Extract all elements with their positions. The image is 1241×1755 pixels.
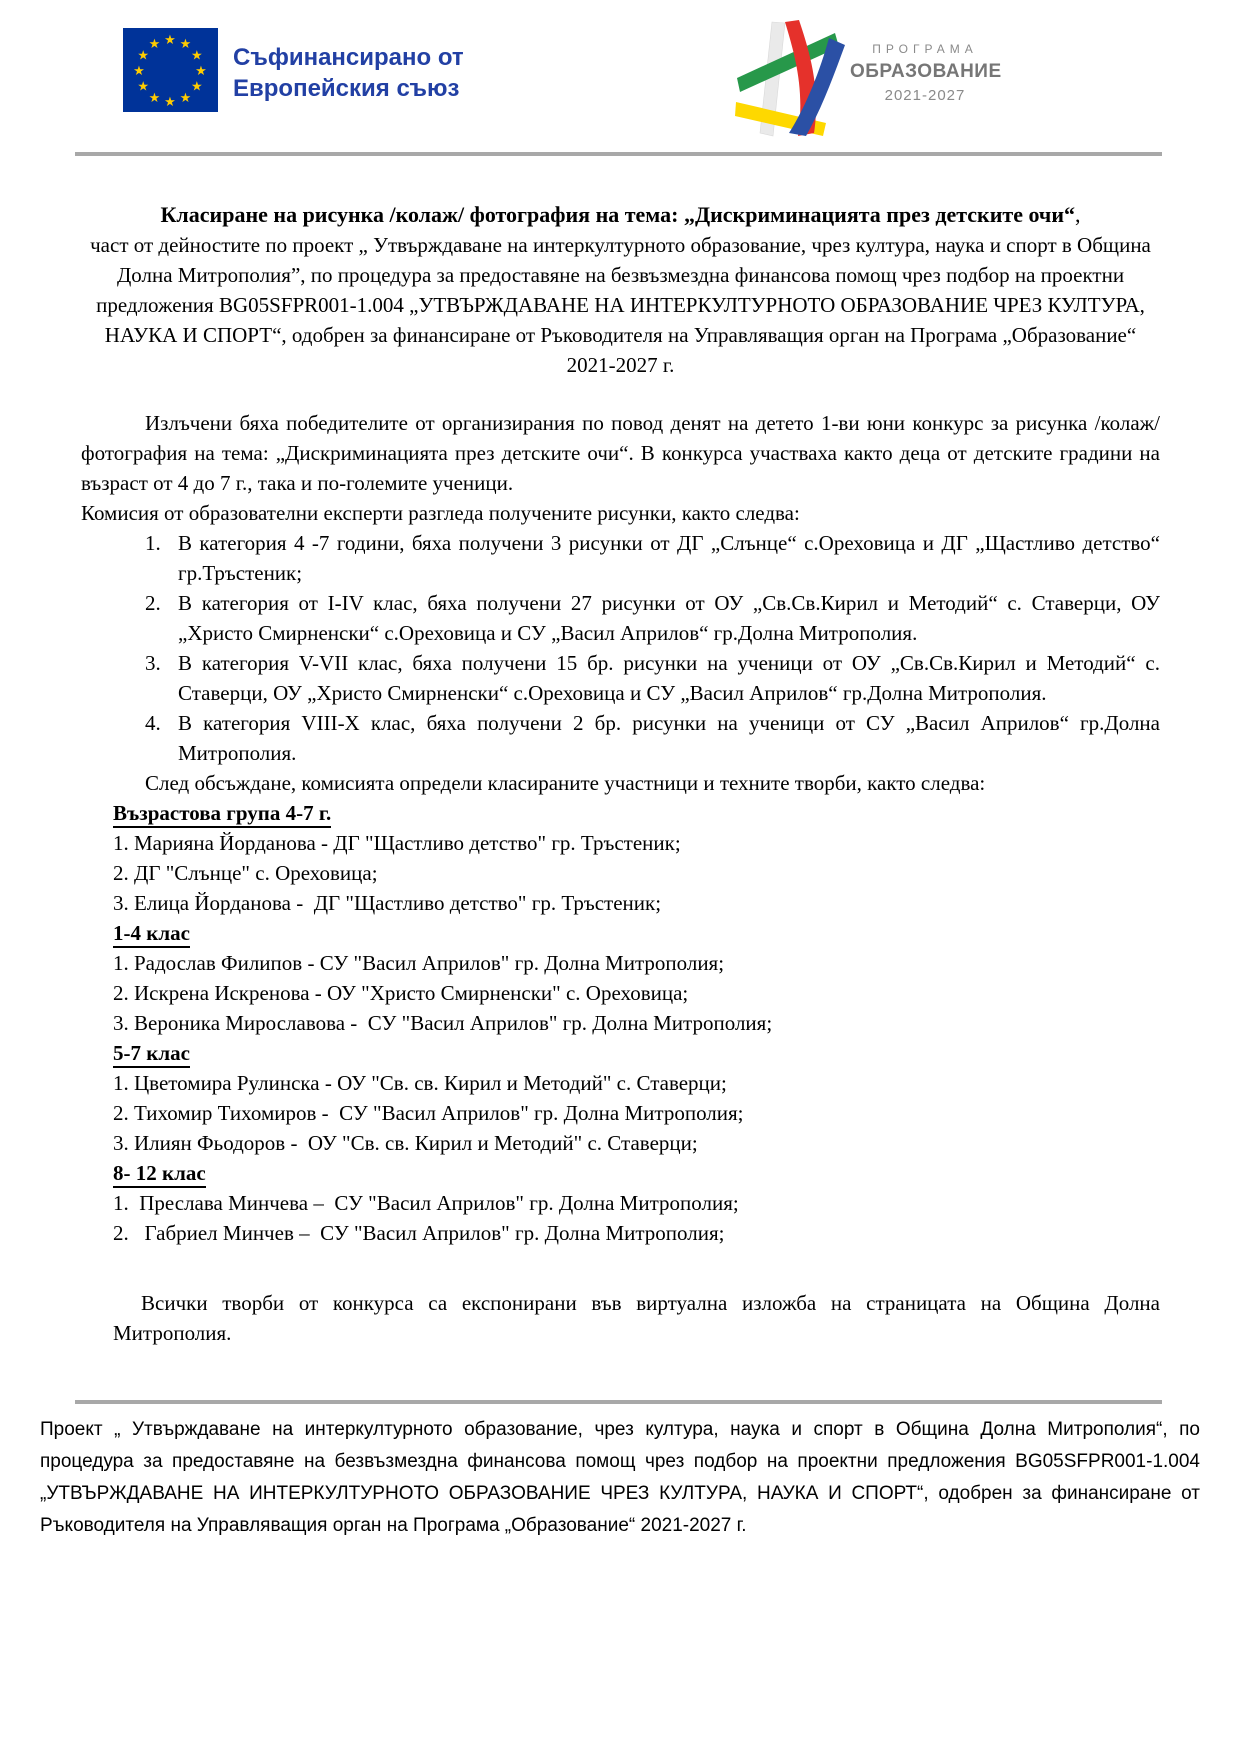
ranking-item: 1. Цветомира Рулинска - ОУ "Св. св. Кирил и Методий" с. Ставерци; [113, 1071, 727, 1095]
list-item-number: 3. [145, 651, 161, 675]
list-item-text: В категория VIII-X клас, бяха получени 2 бр. рисунки на ученици от СУ „Васил Априлов“ гр.Долна Митрополия. [178, 711, 1160, 765]
paragraph-commission: Комисия от образователни експерти разгледа получените рисунки, както следва: [81, 501, 800, 525]
list-item-number: 4. [145, 711, 161, 735]
group-heading-grades-1-4 [113, 918, 1160, 948]
eu-label-line1: Съфинансирано от [233, 44, 464, 71]
paragraph-results-intro: След обсъждане, комисията определи класираните участници и техните творби, както следва: [145, 771, 986, 795]
ranking-item: 2. Тихомир Тихомиров - СУ "Васил Априлов" гр. Долна Митрополия; [113, 1101, 744, 1125]
ranking-item: 3. Елица Йорданова - ДГ "Щастливо детство" гр. Тръстеник; [113, 891, 662, 915]
program-logo-text [850, 42, 1000, 104]
list-item-number: 2. [145, 591, 161, 615]
svg-text:★: ★ [148, 37, 161, 53]
program-word: ПРОГРАМА [872, 42, 978, 56]
svg-text:★: ★ [148, 90, 161, 106]
ranking-item: 2. Искрена Искренова - ОУ "Христо Смирненски" с. Ореховица; [113, 981, 689, 1005]
svg-text:★: ★ [190, 48, 203, 64]
footer-separator-line [75, 1400, 1162, 1404]
list-item-text: В категория от I-IV клас, бяха получени 27 рисунки от ОУ „Св.Св.Кирил и Методий“ с. Ставерци, ОУ „Христо Смирненски“ с.Ореховица и СУ „Васил Априлов“ гр.Долна Митрополия. [178, 591, 1160, 645]
group-heading-grades-5-7 [113, 1038, 1160, 1068]
page-title-comma: , [1075, 202, 1081, 227]
ranking-item: 1. Преслава Минчева – СУ "Васил Априлов" гр. Долна Митрополия; [113, 1191, 739, 1215]
header-separator-line [75, 152, 1162, 156]
list-item [81, 588, 1160, 648]
group-heading-text: 5-7 клас [113, 1041, 190, 1068]
svg-text:★: ★ [179, 90, 192, 106]
list-item [81, 708, 1160, 768]
list-item [81, 648, 1160, 708]
paragraph-winners: Излъчени бяха победителите от организирания по повод денят на детето 1-ви юни конкурс за рисунка /колаж/ фотография на тема: „Дискриминацията през детските очи“. В конкурса участваха както деца от детските градини на възраст от 4 до 7 г., така и по-големите ученици. [81, 411, 1160, 495]
svg-text:★: ★ [179, 37, 192, 53]
eu-flag-icon [123, 28, 218, 112]
page-title-text: Класиране на рисунка /колаж/ фотография на тема: „Дискриминацията през детските очи“ [160, 202, 1075, 227]
ranking-item: 3. Илиян Фьодоров - ОУ "Св. св. Кирил и Методий" с. Ставерци; [113, 1131, 698, 1155]
group-heading-text: 8- 12 клас [113, 1161, 206, 1188]
list-item-text: В категория V-VII клас, бяха получени 15 бр. рисунки на ученици от ОУ „Св.Св.Кирил и Методий“ с. Ставерци, ОУ „Христо Смирненски“ с.Ореховица и СУ „Васил Априлов“ гр.Долна Митрополия. [178, 651, 1160, 705]
page-subtitle: част от дейностите по проект „ Утвърждаване на интеркултурното образование, чрез култура, наука и спорт в Община Долна Митрополия”, по процедура за предоставяне на безвъзмездна финансова помощ чрез подбор на проектни предложения BG05SFPR001-1.004 „УТВЪРЖДАВАНЕ НА ИНТЕРКУЛТУРНОТО ОБРАЗОВАНИЕ ЧРЕЗ КУЛТУРА, НАУКА И СПОРТ“, одобрен за финансиране от Ръководителя на Управляващия орган на Програма „Образование“ 2021-2027 г. [90, 233, 1151, 377]
svg-text:★: ★ [164, 33, 176, 48]
eu-label-line2: Европейския съюз [233, 75, 460, 102]
document-body [0, 156, 1241, 1348]
program-name: ОБРАЗОВАНИЕ [850, 61, 1002, 82]
svg-text:★: ★ [133, 64, 145, 79]
ranking-item: 3. Вероника Мирославова - СУ "Васил Априлов" гр. Долна Митрополия; [113, 1011, 773, 1035]
category-list [81, 528, 1160, 768]
group-heading-age-4-7 [113, 798, 1160, 828]
svg-text:★: ★ [195, 64, 207, 79]
program-years: 2021-2027 [884, 87, 966, 104]
ranking-item: 1. Радослав Филипов - СУ "Васил Априлов" гр. Долна Митрополия; [113, 951, 725, 975]
document-header [0, 0, 1241, 156]
group-heading-text: Възрастова група 4-7 г. [113, 801, 331, 828]
ranking-groups [113, 798, 1160, 1248]
program-education-logo [735, 20, 1015, 142]
ranking-item: 2. ДГ "Слънце" с. Ореховица; [113, 861, 378, 885]
eu-cofinanced-label [233, 28, 464, 112]
page-title [81, 200, 1160, 230]
svg-text:★: ★ [137, 79, 150, 95]
ribbon-x-graphic-icon [735, 20, 845, 138]
svg-text:★: ★ [137, 48, 150, 64]
list-item [81, 528, 1160, 588]
ranking-item: 2. Габриел Минчев – СУ "Васил Априлов" гр. Долна Митрополия; [113, 1221, 725, 1245]
list-item-text: В категория 4 -7 години, бяха получени 3 рисунки от ДГ „Слънце“ с.Ореховица и ДГ „Щастливо детство“ гр.Тръстеник; [178, 531, 1160, 585]
svg-text:★: ★ [190, 79, 203, 95]
footer-project-text: Проект „ Утвърждаване на интеркултурното образование, чрез култура, наука и спорт в Община Долна Митрополия“, по процедура за предоставяне на безвъзмездна финансова помощ чрез подбор на проектни предложения BG05SFPR001-1.004 „УТВЪРЖДАВАНЕ НА ИНТЕРКУЛТУРНОТО ОБРАЗОВАНИЕ ЧРЕЗ КУЛТУРА, НАУКА И СПОРТ“, одобрен за финансиране от Ръководителя на Управляващия орган на Програма „Образование“ 2021-2027 г. [40, 1419, 1200, 1536]
group-heading-text: 1-4 клас [113, 921, 190, 948]
paragraph-closing: Всички творби от конкурса са експонирани във виртуална изложба на страницата на Община Долна Митрополия. [113, 1291, 1160, 1345]
eu-flag-stars-icon [123, 28, 218, 112]
list-item-number: 1. [145, 531, 161, 555]
ranking-item: 1. Марияна Йорданова - ДГ "Щастливо детство" гр. Тръстеник; [113, 831, 681, 855]
eu-cofinanced-logo [123, 28, 464, 112]
svg-text:★: ★ [164, 95, 176, 110]
group-heading-grades-8-12 [113, 1158, 1160, 1188]
